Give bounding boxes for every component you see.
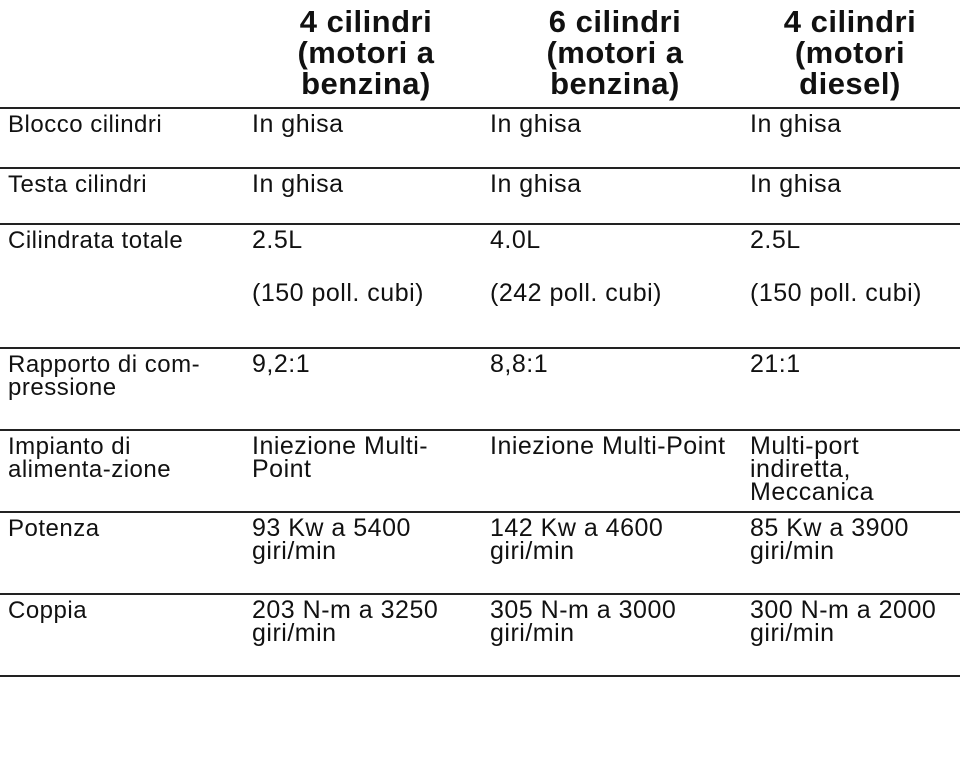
row-label: Impianto di alimenta-zione: [8, 433, 172, 483]
cell-value: In ghisa: [750, 170, 842, 198]
cell-value: [740, 224, 960, 348]
row-label: Cilindrata totale: [8, 227, 184, 254]
cell-value: 142 Kw a 4600 giri/min: [490, 514, 664, 565]
cell-value: Iniezione Multi-Point: [252, 432, 429, 483]
row-label: Potenza: [8, 515, 100, 542]
cell-value: 85 Kw a 3900 giri/min: [750, 514, 909, 565]
row-label: Testa cilindri: [8, 171, 148, 198]
cell-sub-value: (242 poll. cubi): [490, 279, 662, 307]
cell-value: Multi-port indiretta, Meccanica: [750, 432, 874, 506]
cell-value: 9,2:1: [252, 350, 311, 378]
table-row: [0, 108, 960, 168]
table-row: [0, 512, 960, 594]
cell-value: 93 Kw a 5400 giri/min: [252, 514, 411, 565]
row-label: Rapporto di com-pressione: [8, 351, 201, 401]
header-empty: [0, 0, 242, 108]
cell-value: [490, 224, 740, 348]
cell-value: 203 N-m a 3250 giri/min: [252, 596, 439, 647]
cell-value: In ghisa: [750, 110, 842, 138]
table-row: [0, 594, 960, 676]
cell-value: [242, 224, 490, 348]
cell-sub-value: (150 poll. cubi): [750, 279, 922, 307]
table-row: [0, 168, 960, 224]
cell-value: Iniezione Multi-Point: [490, 432, 726, 460]
cell-main-value: 2.5L: [252, 226, 303, 254]
cell-value: 300 N-m a 2000 giri/min: [750, 596, 937, 647]
table-header-row: [0, 0, 960, 108]
cell-value: In ghisa: [490, 110, 582, 138]
cell-value: In ghisa: [252, 110, 344, 138]
cell-sub-value: (150 poll. cubi): [252, 279, 424, 307]
header-4cyl-diesel: 4 cilindri (motori diesel): [783, 4, 917, 101]
cell-value: 8,8:1: [490, 350, 549, 378]
cell-value: 305 N-m a 3000 giri/min: [490, 596, 677, 647]
cell-main-value: 4.0L: [490, 226, 541, 254]
table-row: [0, 430, 960, 512]
cell-value: In ghisa: [490, 170, 582, 198]
table-row: [0, 224, 960, 348]
cell-main-value: 2.5L: [750, 226, 801, 254]
header-4cyl-petrol: 4 cilindri (motori a benzina): [297, 4, 435, 101]
table-row: [0, 348, 960, 430]
cell-value: 21:1: [750, 350, 801, 378]
row-label: Blocco cilindri: [8, 111, 163, 138]
row-label: Coppia: [8, 597, 88, 624]
cell-value: In ghisa: [252, 170, 344, 198]
header-6cyl-petrol: 6 cilindri (motori a benzina): [546, 4, 684, 101]
